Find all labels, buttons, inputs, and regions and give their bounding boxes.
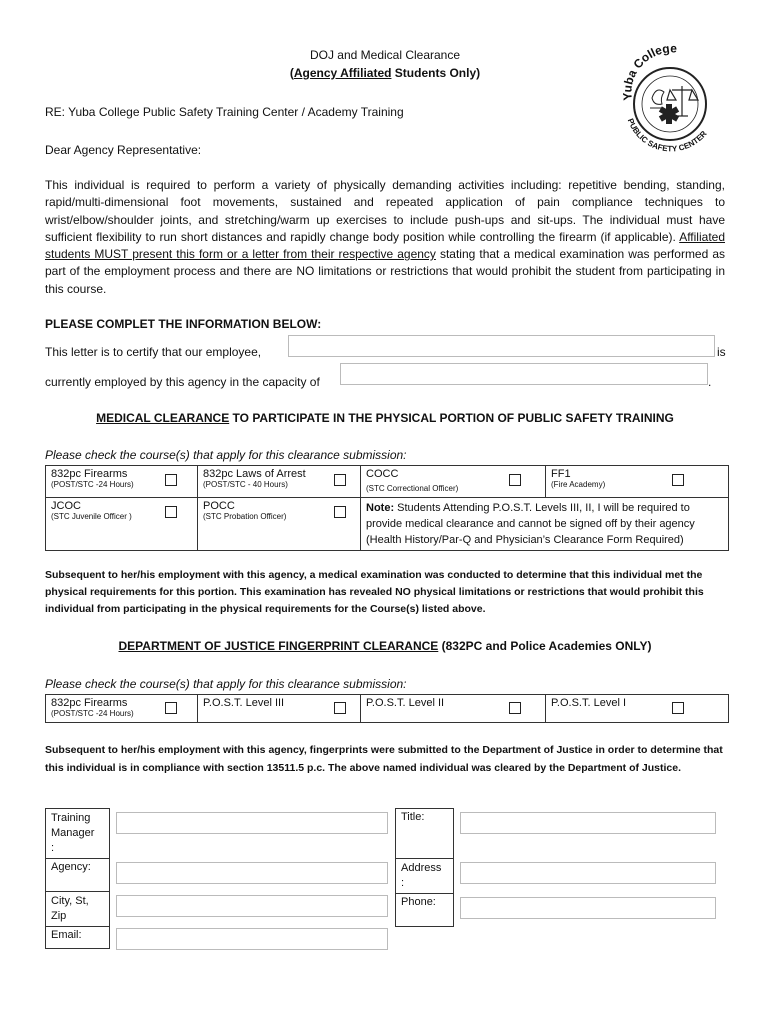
course-cell-832pc-firearms: 832pc Firearms (POST/STC -24 Hours) xyxy=(46,466,198,498)
employee-name-field[interactable] xyxy=(288,335,715,357)
certify-suffix: is xyxy=(717,345,726,359)
capacity-suffix: . xyxy=(708,375,712,389)
document-subtitle: (Agency Affiliated Students Only) xyxy=(289,66,481,80)
course-cell-cocc: COCC (STC Correctional Officer) xyxy=(361,466,546,498)
email-field[interactable] xyxy=(116,928,388,950)
document-title: DOJ and Medical Clearance xyxy=(309,48,461,62)
doj-cell-832pc-firearms: 832pc Firearms (POST/STC -24 Hours) xyxy=(46,695,198,723)
checkbox-post-level-iii[interactable] xyxy=(334,702,346,714)
city-label: City, St, Zip xyxy=(46,892,110,927)
phone-label: Phone: xyxy=(396,894,454,927)
course-cell-pocc: POCC (STC Probation Officer) xyxy=(198,498,361,551)
agency-label: Agency: xyxy=(46,859,110,892)
fire-emblem-icon xyxy=(650,90,664,108)
post-levels-note: Note: Students Attending P.O.S.T. Levels III, II, I will be required to provide medical clearance and cannot be signed off by their agency (Health History/Par-Q and Physician’s Clearance Form Required) xyxy=(361,498,729,551)
checkbox-pocc[interactable] xyxy=(334,506,346,518)
contact-table-left xyxy=(45,808,396,949)
title-label: Title: xyxy=(396,809,454,859)
checkbox-post-level-ii[interactable] xyxy=(509,702,521,714)
doj-cell-post-level-iii: P.O.S.T. Level III xyxy=(198,695,361,723)
re-line: RE: Yuba College Public Safety Training Center / Academy Training xyxy=(45,105,404,119)
medical-courses-table xyxy=(45,465,729,551)
city-field[interactable] xyxy=(116,895,388,917)
medical-statement: Subsequent to her/his employment with this agency, a medical examination was conducted to determine that this individual met the physical requirements for this portion. This examination has revealed NO physical limitations or restrictions that would prohibit this individual from participating in the physical requirements for the Course(s) listed above. xyxy=(45,569,704,615)
email-label: Email: xyxy=(46,927,110,949)
training-manager-label: Training Manager : xyxy=(46,809,110,859)
doj-cell-post-level-ii: P.O.S.T. Level II xyxy=(361,695,546,723)
doj-instruction: Please check the course(s) that apply for this clearance submission: xyxy=(45,677,407,691)
course-cell-832pc-laws-of-arrest: 832pc Laws of Arrest (POST/STC - 40 Hours) xyxy=(198,466,361,498)
please-complete-heading: PLEASE COMPLET THE INFORMATION BELOW: xyxy=(45,317,322,331)
salutation: Dear Agency Representative: xyxy=(45,143,202,157)
phone-field[interactable] xyxy=(460,897,716,919)
title-field[interactable] xyxy=(460,812,716,834)
contact-table-right xyxy=(395,808,729,927)
medical-instruction: Please check the course(s) that apply for this clearance submission: xyxy=(45,448,407,462)
agency-field[interactable] xyxy=(116,862,388,884)
address-label: Address : xyxy=(396,859,454,894)
subtitle-underlined: Agency Affiliated xyxy=(293,66,392,80)
checkbox-832pc-firearms[interactable] xyxy=(165,474,177,486)
seal-bottom-text: PUBLIC SAFETY CENTER xyxy=(625,117,709,154)
capacity-prefix: currently employed by this agency in the capacity of xyxy=(45,375,320,389)
checkbox-832pc-laws-of-arrest[interactable] xyxy=(334,474,346,486)
doj-courses-table xyxy=(45,694,729,723)
course-cell-jcoc: JCOC (STC Juvenile Officer ) xyxy=(46,498,198,551)
checkbox-jcoc[interactable] xyxy=(165,506,177,518)
medical-clearance-heading: MEDICAL CLEARANCE TO PARTICIPATE IN THE PHYSICAL PORTION OF PUBLIC SAFETY TRAINING xyxy=(96,411,674,425)
checkbox-post-level-i[interactable] xyxy=(672,702,684,714)
checkbox-cocc[interactable] xyxy=(509,474,521,486)
training-manager-field[interactable] xyxy=(116,812,388,834)
address-field[interactable] xyxy=(460,862,716,884)
doj-clearance-heading: DEPARTMENT OF JUSTICE FINGERPRINT CLEARANCE (832PC and Police Academies ONLY) xyxy=(118,639,652,653)
checkbox-doj-832pc-firearms[interactable] xyxy=(165,702,177,714)
intro-underlined-requirement: Affiliated students MUST present this form or a letter from their respective agency xyxy=(45,229,725,262)
star-of-life-icon xyxy=(659,104,679,124)
seal-top-text: Yuba College xyxy=(620,42,678,101)
doj-statement: Subsequent to her/his employment with this agency, fingerprints were submitted to the Department of Justice in order to determine that this individual is in compliance with section 13511.5 p.c. The above named individual was cleared by the Department of Justice. xyxy=(45,744,723,774)
certify-prefix: This letter is to certify that our employee, xyxy=(45,345,262,359)
course-cell-ff1: FF1 (Fire Academy) xyxy=(546,466,729,498)
capacity-field[interactable] xyxy=(340,363,708,385)
yuba-college-seal-logo xyxy=(620,42,720,162)
doj-cell-post-level-i: P.O.S.T. Level I xyxy=(546,695,729,723)
intro-paragraph: This individual is required to perform a variety of physically demanding activities including: repetitive bending, standing, rapid/multi-dimensional foot movements, sustained and repeated application of pain compliance techniques to wrist/elbow/shoulder joints, and stretching/warm up exercises to include push-ups and sit-ups. The individual must have sufficient flexibility to run short distances and rapidly change body position while controlling the firearm (if applicable). Affiliated students MUST present this form or a letter from their respective agency stating that a medical examination was performed as part of the employment process and there are NO limitations or restrictions that would prohibit the student from participating in this course. xyxy=(45,178,725,296)
checkbox-ff1[interactable] xyxy=(672,474,684,486)
